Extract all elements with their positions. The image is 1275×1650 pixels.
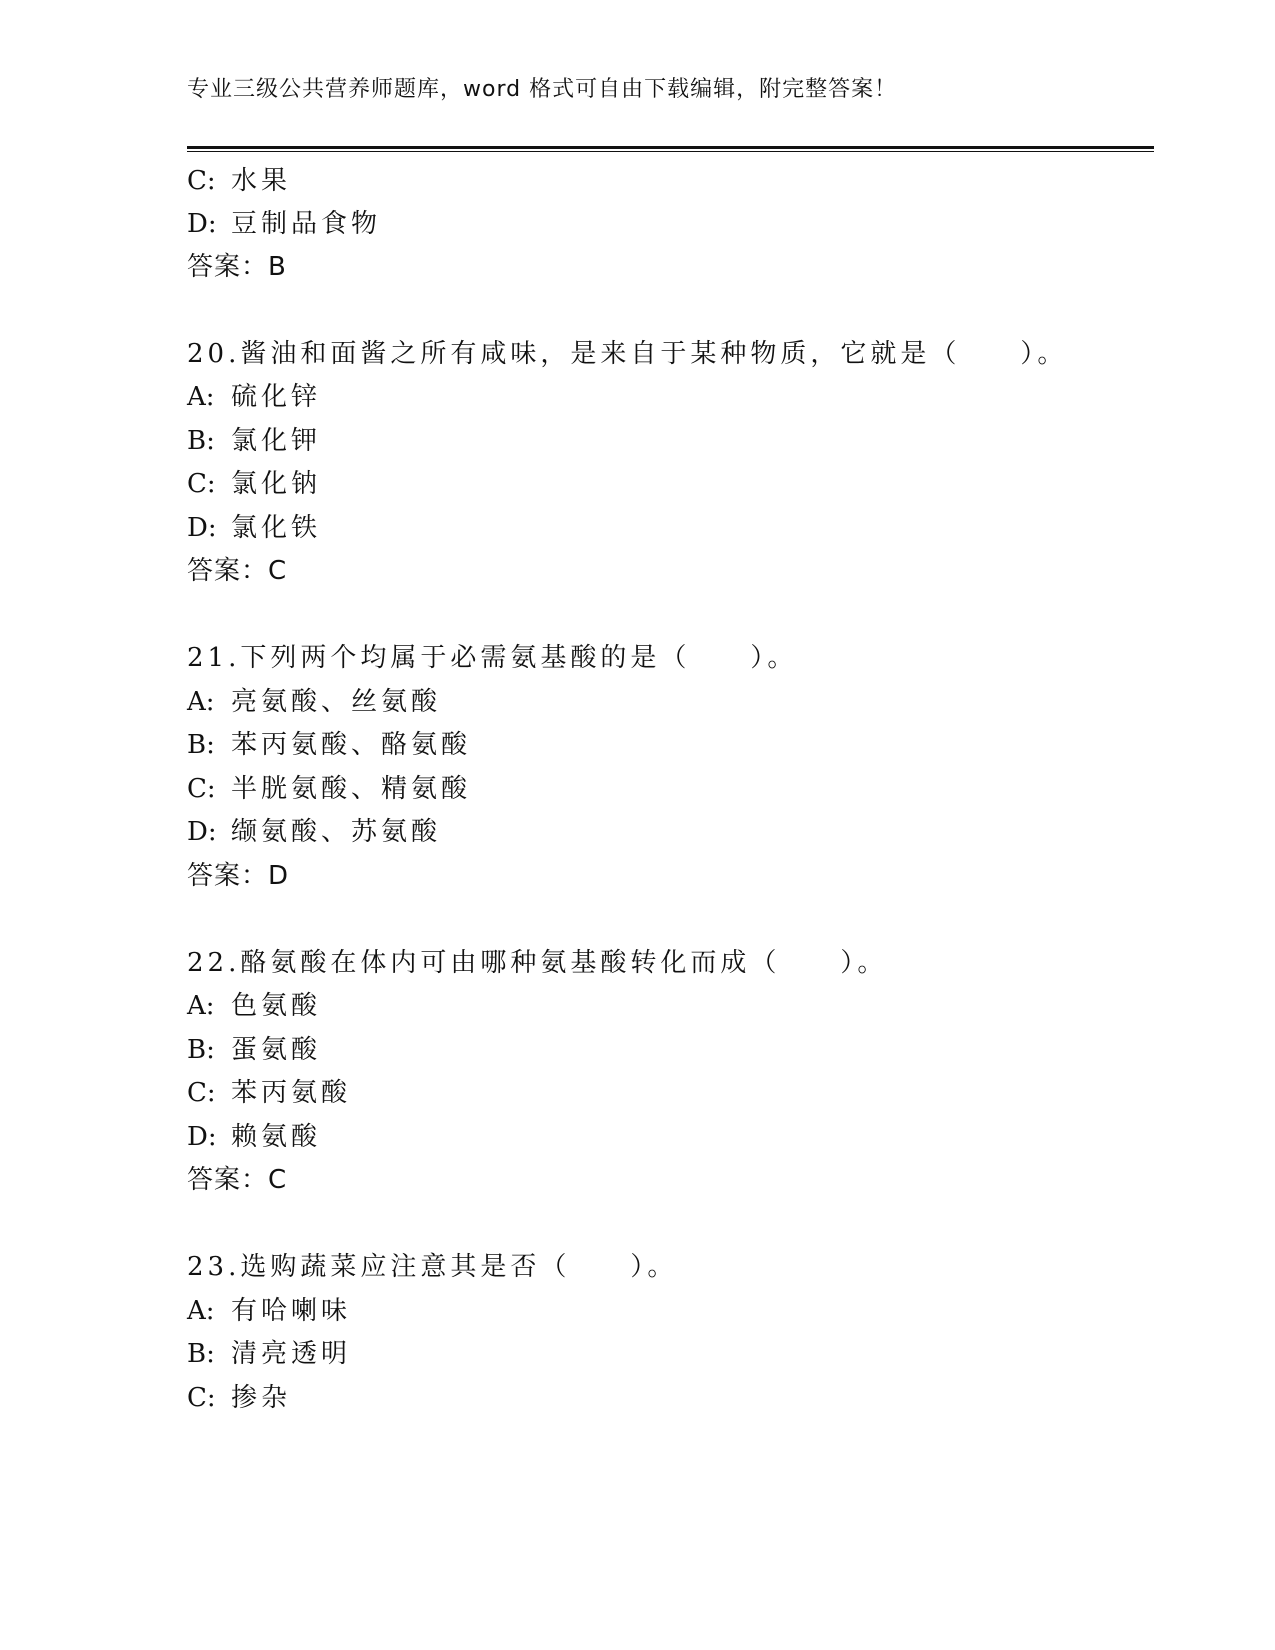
option-text: 掺杂 — [231, 1383, 292, 1413]
option-key: D: — [187, 209, 217, 239]
option-key: A: — [187, 1296, 215, 1326]
question-stem: 22.酪氨酸在体内可由哪种氨基酸转化而成（ ）。 — [187, 948, 888, 978]
option-line — [187, 1116, 321, 1153]
option-line — [187, 1072, 351, 1109]
option-text: 清亮透明 — [231, 1339, 352, 1369]
option-text: 色氨酸 — [231, 991, 322, 1021]
option-text: 苯丙氨酸 — [231, 1078, 352, 1108]
question-stem: 20.酱油和面酱之所有咸味，是来自于某种物质，它就是（ ）。 — [187, 339, 1068, 369]
option-text: 氯化铁 — [231, 513, 322, 543]
option-key: A: — [187, 687, 215, 717]
question-stem: 21.下列两个均属于必需氨基酸的是（ ）。 — [187, 643, 798, 673]
option-line — [187, 1377, 291, 1414]
option-text: 氯化钠 — [231, 469, 322, 499]
option-text: 蛋氨酸 — [231, 1035, 322, 1065]
option-key: A: — [187, 382, 215, 412]
option-key: C: — [187, 774, 216, 804]
option-line — [187, 376, 321, 413]
question-stem: 23.选购蔬菜应注意其是否（ ）。 — [187, 1252, 678, 1282]
answer-line: 答案：B — [187, 252, 287, 282]
option-text: 赖氨酸 — [231, 1122, 322, 1152]
option-line — [187, 681, 441, 718]
header-rule-thick — [187, 146, 1154, 149]
option-key: D: — [187, 817, 217, 847]
option-key: B: — [187, 730, 215, 760]
option-line — [187, 724, 471, 761]
option-text: 豆制品食物 — [231, 209, 382, 239]
option-text: 亮氨酸、丝氨酸 — [231, 687, 442, 717]
option-line — [187, 768, 471, 805]
option-line — [187, 1333, 351, 1370]
option-line — [187, 811, 441, 848]
option-key: C: — [187, 166, 216, 196]
answer-line: 答案：C — [187, 1165, 288, 1195]
option-key: D: — [187, 513, 217, 543]
option-line — [187, 985, 321, 1022]
answer-line: 答案：D — [187, 861, 290, 891]
option-line — [187, 507, 321, 544]
option-text: 氯化钾 — [231, 426, 322, 456]
option-key: C: — [187, 1383, 216, 1413]
option-text: 有哈喇味 — [231, 1296, 352, 1326]
option-line — [187, 420, 321, 457]
option-key: C: — [187, 1078, 216, 1108]
option-line — [187, 160, 291, 197]
option-key: C: — [187, 469, 216, 499]
option-line — [187, 463, 321, 500]
option-text: 半胱氨酸、精氨酸 — [231, 774, 472, 804]
option-line — [187, 203, 381, 240]
option-line — [187, 1290, 351, 1327]
option-key: D: — [187, 1122, 217, 1152]
option-line — [187, 1029, 321, 1066]
option-key: B: — [187, 1035, 215, 1065]
option-key: A: — [187, 991, 215, 1021]
option-text: 缬氨酸、苏氨酸 — [231, 817, 442, 847]
option-text: 硫化锌 — [231, 382, 322, 412]
page-header: 专业三级公共营养师题库，word 格式可自由下载编辑，附完整答案！ — [187, 77, 898, 102]
option-key: B: — [187, 426, 215, 456]
option-text: 苯丙氨酸、酪氨酸 — [231, 730, 472, 760]
option-key: B: — [187, 1339, 215, 1369]
header-rule-thin — [187, 151, 1154, 152]
answer-line: 答案：C — [187, 556, 288, 586]
option-text: 水果 — [231, 166, 292, 196]
